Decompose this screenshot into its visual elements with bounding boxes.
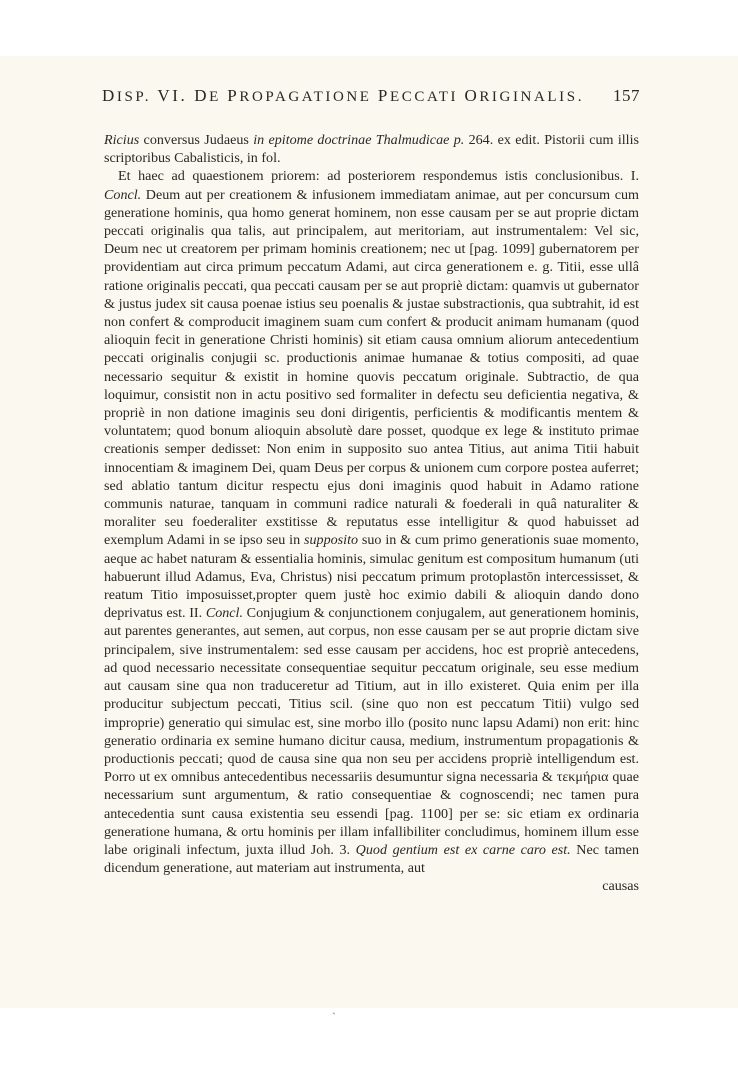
running-head-rest: ECCATI bbox=[389, 89, 465, 105]
running-head-cap: O bbox=[464, 86, 480, 105]
running-head-cap: D bbox=[102, 86, 117, 105]
running-head-cap: D bbox=[194, 86, 210, 105]
body-text bbox=[104, 131, 639, 896]
running-head bbox=[102, 86, 584, 106]
text-run: Deum aut per creationem & infusionem immediatam animae, aut per concursum cum generatione hominis, qua homo generat hominem, non esse causam per se aut proprie dictam peccati originalis qua talis, aut principalem, aut meritoriam, aut instrumentalem: Vel sic, Deum nec ut creatorem per primam hominis creationem; nec ut [pag. 1099] gubernatorem per providentiam aut circa primum peccatum Adami, aut circa generationem e. g. Titii, esse ullâ ratione originalis peccati, qua peccati causam per se aut propriè dictam: quamvis ut gubernator & justus judex sit causa poenae istius seu poenalis & justae substractionis, qua subtrahit, id est non confert & comproducit imaginem suam cum confert & producit animam humanam (quod alioquin fecit in generatione Christi hominis) sit etiam causa omnium aliorum antecedentium peccati originalis conjugii sc. productionis animae humanae & totius compositi, ad quae necessario sequitur & existit in homine quovis peccatum originale. Subtractio, de qua loquimur, consistit non in actu positivo sed formaliter in defectu seu deficientia negativa, & propriè in non datione imaginis seu doni dirigentis, perficientis & modificantis mentem & voluntatem; quod bonum alioquin absolutè dare posset, quodque ex lege & instituto primae creationis semper dedisset: Non enim in supposito suo antea Titius, aut anima Titii habuit innocentiam & imaginem Dei, quam Deus per corpus & unionem cum corpore postea auferret; sed ablatio tantum dicitur respectu ejus doni imaginis quod habuit in Adamo ratione communis naturae, tanquam in communi radice naturali & foederali in quâ naturaliter & moraliter seu foederaliter exstitisse & reputatus esse intelligitur & quod habuisset ad exemplum Adami in se ipso seu in bbox=[104, 186, 639, 549]
italic-text: in epitome doctrinae Thalmudicae p. bbox=[253, 132, 465, 148]
running-head-rest: E bbox=[209, 89, 228, 105]
page-sheet bbox=[0, 56, 738, 1015]
paragraph bbox=[104, 167, 639, 877]
bottom-mark: ˎ bbox=[332, 1001, 336, 1015]
catchword: causas bbox=[602, 878, 639, 895]
running-head-cap: VI. bbox=[157, 86, 195, 105]
italic-text: Concl. bbox=[104, 186, 142, 203]
italic-text: Quod gentium est ex carne caro est. bbox=[355, 841, 571, 858]
text-run: Et haec ad quaestionem priorem: ad posteriorem respondemus istis conclusionibus. I. bbox=[118, 168, 639, 185]
text-run: 264. ex edit. Pistorii cum illis scriptoribus Cabalisticis, in fol. bbox=[104, 132, 639, 167]
text-run: conversus Judaeus bbox=[139, 132, 254, 148]
paragraph bbox=[104, 131, 639, 167]
italic-text: supposito bbox=[304, 532, 359, 549]
page-header bbox=[102, 86, 640, 106]
text-run: Nec tamen dicendum generatione, aut materiam aut instrumenta, aut bbox=[104, 841, 639, 877]
running-head-rest: RIGINALIS. bbox=[479, 89, 585, 105]
italic-text: Concl. bbox=[205, 605, 244, 622]
running-head-cap: P bbox=[227, 86, 240, 105]
running-head-rest: ISP. bbox=[116, 89, 158, 105]
running-head-rest: ROPAGATIONE bbox=[239, 89, 378, 105]
italic-text: Ricius bbox=[104, 132, 140, 148]
text-run: Conjugium & conjunctionem conjugalem, aut generationem hominis, aut parentes generantes, aut semen, aut corpus, non esse causam per se aut proprie dictam sive principalem, sive instrumentalem: sed esse causam per accidens, hoc est propriè antecedens, ad quod necessario necessitate consequentiae sequitur peccatum originale, seu esse medium aut causam sine qua non traduceretur ad Titium, aut in illo existeret. Quia enim per illa producitur subjectum peccati, Titius scil. (sine quo non est peccatum Titii) vulgo sed improprie) generatio qui simulac est, sine morbo illo (posito nunc lapsu Adami) non erit: hinc generatio ordinaria ex semine humano dicitur causa, medium, instrumentum propagationis & productionis peccati; quod de causa sine qua non seu per accidens propriè intelligendum est. Porro ut ex omnibus antecedentibus necessariis desumuntur signa necessaria & τεκμήρια quae necessarium sunt argumentum, & ratio consequentiae & cognoscendi; nec tamen pura antecedentia sunt causa existentia seu essendi [pag. 1100] per se: sic etiam ex ordinaria generatione humana, & ortu hominis per illam infallibiliter concludimus, hominem illum esse labe originali infectum, juxta illud Joh. 3. bbox=[104, 605, 639, 858]
running-head-cap: P bbox=[377, 86, 390, 105]
text-run: suo in & cum primo generationis suae momento, aeque ac habet naturam & essentialia hominis, simulac genitum est compositum humanum (uti habuerunt illud Adamus, Eva, Christus) nisi peccatum primum protoplastōn intercessisset, & reatum Titio imposuisset,propter quem justè hoc eximio dabili & alioquin dando dono deprivatus est. II. bbox=[104, 532, 639, 622]
page-number: 157 bbox=[613, 86, 640, 105]
